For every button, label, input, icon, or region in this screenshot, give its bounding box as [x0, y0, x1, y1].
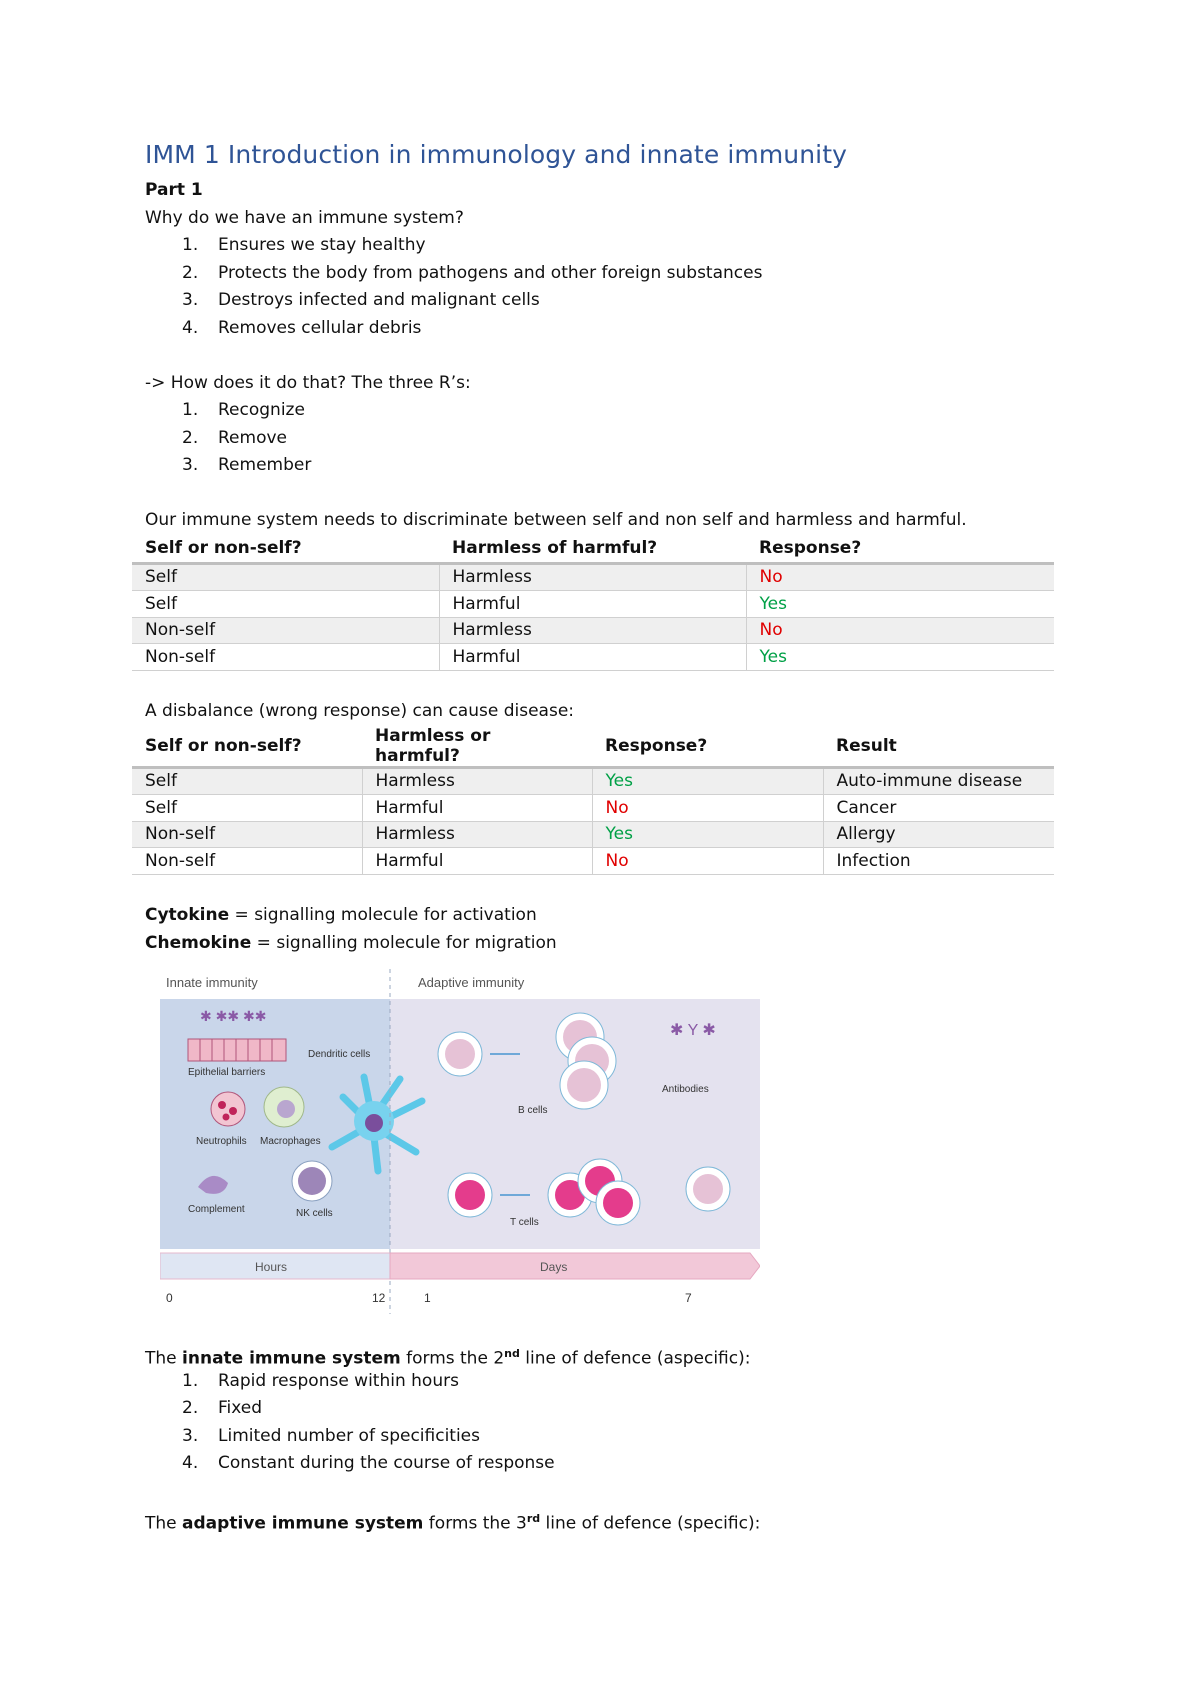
tick-label: 12	[372, 1291, 386, 1305]
table-header: Harmless of harmful?	[439, 535, 746, 564]
adaptive-label: Adaptive immunity	[418, 975, 525, 990]
page-title: IMM 1 Introduction in immunology and innate immunity	[145, 140, 848, 169]
discriminate-text: Our immune system needs to discriminate between self and non self and harmless and harmful.	[145, 510, 967, 530]
svg-text:✱ ✱✱ ✱✱: ✱ ✱✱ ✱✱	[200, 1008, 267, 1024]
list-item: 3. Destroys infected and malignant cells	[182, 290, 540, 310]
how-question: -> How does it do that? The three R’s:	[145, 372, 471, 393]
svg-text:Neutrophils: Neutrophils	[196, 1136, 247, 1147]
innate-sentence: The innate immune system forms the 2nd line of defence (aspecific):	[145, 1347, 751, 1369]
svg-text:Antibodies: Antibodies	[662, 1084, 709, 1095]
chemokine-definition: Chemokine = signalling molecule for migration	[145, 932, 557, 953]
three-rs-list	[145, 397, 1065, 480]
days-label: Days	[540, 1260, 568, 1274]
table-row: Non-self Harmful Yes	[132, 644, 1054, 671]
svg-text:Complement: Complement	[188, 1204, 245, 1215]
innate-list	[145, 1368, 1065, 1478]
part-heading: Part 1	[145, 180, 203, 200]
list-item: 3. Limited number of specificities	[182, 1425, 480, 1446]
table-row: Self Harmful No Cancer	[132, 795, 1054, 822]
svg-text:T cells: T cells	[510, 1217, 539, 1228]
svg-text:NK cells: NK cells	[296, 1208, 333, 1219]
table-row: Non-self Harmless No	[132, 617, 1054, 644]
list-item: 3. Remember	[182, 455, 312, 475]
table-header: Response?	[746, 535, 1054, 564]
adaptive-sentence: The adaptive immune system forms the 3rd line of defence (specific):	[145, 1512, 761, 1534]
table-header-row	[132, 535, 1054, 564]
table-header: Harmless or harmful?	[362, 726, 592, 768]
disbalance-text: A disbalance (wrong response) can cause disease:	[145, 701, 575, 721]
immunity-diagram	[160, 969, 760, 1314]
neutrophil-icon	[211, 1092, 245, 1126]
list-item: 2. Protects the body from pathogens and other foreign substances	[182, 262, 763, 283]
table-row: Non-self Harmless Yes Allergy	[132, 821, 1054, 848]
list-item: 1. Rapid response within hours	[182, 1370, 459, 1391]
immunity-timeline-figure	[160, 969, 760, 1314]
table-header-row	[132, 726, 1054, 768]
innate-label: Innate immunity	[166, 975, 258, 990]
svg-text:B cells: B cells	[518, 1105, 548, 1116]
table-header: Result	[823, 726, 1054, 768]
tick-label: 1	[424, 1291, 431, 1305]
list-item: 4. Removes cellular debris	[182, 317, 422, 338]
table-header: Response?	[592, 726, 823, 768]
svg-text:Dendritic cells: Dendritic cells	[308, 1049, 371, 1060]
tick-label: 7	[685, 1291, 692, 1305]
why-list	[145, 232, 1065, 342]
hours-label: Hours	[255, 1260, 288, 1274]
table-row: Self Harmful Yes	[132, 591, 1054, 618]
table-row: Self Harmless Yes Auto-immune disease	[132, 767, 1054, 795]
table-header: Self or non-self?	[132, 726, 362, 768]
table-row: Non-self Harmful No Infection	[132, 848, 1054, 875]
tick-label: 0	[166, 1291, 173, 1305]
disbalance-table	[132, 726, 1054, 875]
list-item: 2. Fixed	[182, 1398, 263, 1418]
self-harm-table	[132, 535, 1054, 671]
cytokine-definition: Cytokine = signalling molecule for activation	[145, 905, 537, 925]
antibody-icon: ✱ Y ✱	[670, 1022, 716, 1039]
svg-text:Epithelial barriers: Epithelial barriers	[188, 1067, 266, 1078]
table-row: Self Harmless No	[132, 563, 1054, 591]
list-item: 2. Remove	[182, 427, 287, 448]
why-question: Why do we have an immune system?	[145, 207, 464, 228]
list-item: 1. Ensures we stay healthy	[182, 235, 426, 255]
svg-text:Macrophages: Macrophages	[260, 1136, 321, 1147]
document-body	[145, 140, 1065, 1533]
list-item: 1. Recognize	[182, 400, 305, 420]
table-header: Self or non-self?	[132, 535, 439, 564]
list-item: 4. Constant during the course of response	[182, 1453, 555, 1473]
